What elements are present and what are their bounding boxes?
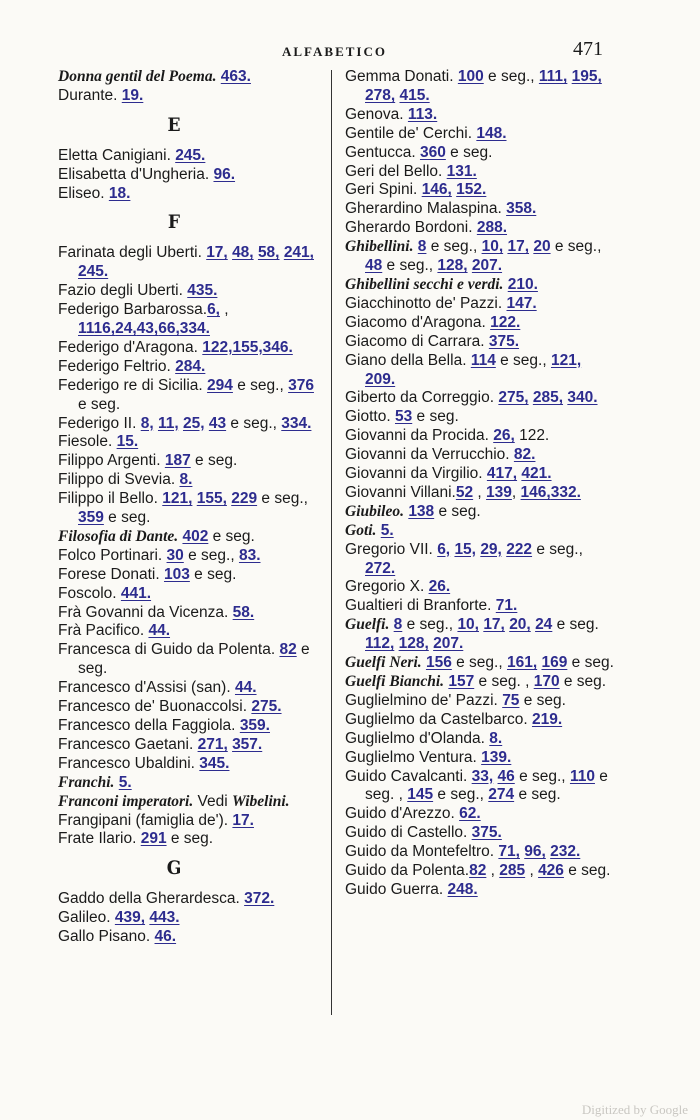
entry-name: Gentile de' Cerchi. (345, 124, 473, 142)
page-reference-link[interactable]: 17. (232, 811, 254, 829)
entry-name: Giovanni da Verrucchio. (345, 446, 510, 464)
running-head (0, 38, 700, 64)
index-entry: Ghibellini. 8 e seg., 10, 17, 20 e seg., 48 e seg., 128, 207. (345, 238, 602, 275)
index-entry: Giano della Bella. 114 e seg., 121, 209. (345, 351, 582, 388)
page-reference-link[interactable]: 48, (232, 244, 254, 262)
page-reference-link[interactable]: 187 (164, 452, 191, 470)
page-reference-link[interactable]: 278, (365, 86, 396, 104)
page-reference-link[interactable]: 82 (279, 641, 297, 659)
entry-name: Farinata degli Uberti. (58, 244, 202, 262)
entry-name: Guglielmo Ventura. (345, 748, 477, 766)
index-entry (345, 389, 615, 408)
page-reference-link[interactable]: 291 (140, 830, 167, 848)
index-entry (345, 730, 615, 749)
section-letter-heading: G (166, 857, 182, 880)
index-entry (345, 295, 615, 314)
page-reference-link[interactable]: 26. (428, 578, 451, 596)
page-reference-link[interactable]: 113. (407, 105, 438, 123)
page-reference-link[interactable]: 46 (497, 767, 515, 785)
entry-name: Donna gentil del Poema. (58, 68, 217, 85)
page-reference-link[interactable]: 402 (182, 527, 209, 545)
page-reference-link[interactable]: 58. (232, 603, 255, 621)
index-entry (345, 446, 615, 465)
page-reference-link[interactable]: 17, (507, 238, 530, 256)
column-divider (331, 70, 332, 1015)
page-reference-link[interactable]: 441. (120, 584, 152, 602)
entry-name: Franconi imperatori. (58, 792, 194, 810)
index-entry: Guelfi. 8 e seg., 10, 17, 20, 24 e seg. 112, 128, 207. (345, 616, 599, 653)
index-entry (345, 597, 615, 616)
page-reference-link[interactable]: 52 (455, 483, 474, 501)
index-entry (345, 106, 615, 125)
entry-name: Federigo Barbarossa. (58, 301, 208, 319)
entry-name: Gallo Pisano. (58, 928, 151, 946)
page-reference-link[interactable]: 210. (507, 275, 538, 293)
index-entry (58, 68, 320, 87)
page-reference-link[interactable]: 5. (380, 521, 394, 539)
page-reference-link[interactable]: 66, (158, 319, 180, 337)
entry-name: Geri Spini. (345, 181, 418, 199)
entry-name: Giubileo. (345, 502, 404, 520)
index-entry: Filosofia di Dante. 402 e seg. (58, 527, 255, 545)
entry-name: Giotto. (345, 408, 391, 426)
entry-name: Ghibellini. (345, 238, 414, 256)
page-reference-link[interactable]: 10, (457, 616, 479, 634)
entry-name: Fazio degli Uberti. (58, 282, 183, 300)
index-entry (345, 805, 615, 824)
index-entry (345, 276, 615, 295)
page-reference-link[interactable]: 139 (486, 483, 512, 501)
entry-name: Guido da Montefeltro. (345, 843, 495, 861)
index-entry (58, 774, 320, 793)
page-reference-link[interactable]: 82 (469, 862, 487, 880)
page-reference-link[interactable]: 103 (163, 565, 190, 583)
entry-name: Galileo. (58, 909, 111, 927)
page-reference-link[interactable]: 245. (175, 146, 206, 164)
page-reference-link[interactable]: 82. (513, 446, 536, 464)
page-reference-link[interactable]: 8 (417, 238, 427, 256)
page-reference-link[interactable]: 360 (419, 143, 446, 161)
page-reference-link[interactable]: 24, (115, 319, 137, 337)
page-reference-link[interactable]: 229 (231, 490, 258, 508)
page-reference-link[interactable]: 245. (78, 263, 109, 281)
page-reference-link[interactable]: 75 (502, 691, 520, 709)
index-entry (58, 185, 320, 204)
page-reference-link[interactable]: 17, (206, 244, 228, 262)
page-reference-link[interactable]: 58, (257, 244, 280, 262)
page-reference-link[interactable]: 17, (483, 616, 505, 634)
entry-name: Guelfi. (345, 616, 390, 634)
index-entry: Folco Portinari. 30 e seg., 83. (58, 546, 261, 564)
page-reference-link[interactable]: 359. (239, 717, 270, 734)
page-reference-link[interactable]: 121, (162, 490, 193, 508)
entry-name: Francesca di Guido da Polenta. (58, 641, 276, 659)
page-reference-link[interactable]: 345. (199, 754, 230, 772)
page-reference-link[interactable]: 15. (116, 433, 139, 451)
index-entry: Francesca di Guido da Polenta. 82 e seg. (58, 641, 310, 678)
index-entry (58, 890, 320, 909)
page-reference-link[interactable]: 169 (541, 654, 568, 672)
entry-name: Federigo re di Sicilia. (58, 376, 203, 394)
page-reference-link[interactable]: 275, (498, 389, 529, 407)
page-reference-link[interactable]: 24 (535, 616, 553, 634)
entry-name: Goti. (345, 521, 377, 539)
entry-name: Giovanni da Procida. (345, 427, 489, 445)
page-reference-link[interactable]: 271, (197, 735, 228, 753)
index-entry (345, 824, 615, 843)
entry-name: Guglielmino de' Pazzi. (345, 691, 498, 709)
page-reference-link[interactable]: 426 (538, 862, 564, 880)
entry-name: Guido d'Arezzo. (345, 805, 455, 823)
index-entry: Filippo il Bello. 121, 155, 229 e seg., 359 e seg. (58, 490, 308, 527)
entry-name: Guglielmo da Castelbarco. (345, 710, 528, 728)
page-reference-link[interactable]: 112, (365, 635, 395, 653)
page-reference-link[interactable]: 111, (538, 68, 568, 85)
index-entry (58, 604, 320, 623)
page-reference-link[interactable]: 122,155,346. (202, 338, 293, 356)
page-reference-link[interactable]: 195, (571, 68, 602, 85)
index-entry (58, 928, 320, 947)
page-reference-link[interactable]: 209. (365, 370, 396, 388)
page-reference-link[interactable]: 248. (447, 880, 478, 898)
page-reference-link[interactable]: 219. (531, 710, 563, 728)
index-entry (58, 471, 320, 490)
entry-name: Fiesole. (58, 433, 113, 451)
entry-name: Franchi. (58, 773, 115, 791)
page-reference-link[interactable]: 443. (149, 909, 180, 927)
page-reference-link[interactable]: 415. (399, 86, 430, 104)
index-entry: Gentucca. 360 e seg. (345, 143, 493, 161)
page-reference-link[interactable]: 62. (459, 805, 481, 823)
page-reference-link[interactable]: 421. (521, 465, 552, 483)
page-reference-link[interactable]: 241, (283, 244, 314, 262)
index-entry: Guglielmino de' Pazzi. 75 e seg. (345, 691, 566, 709)
page-reference-link[interactable]: 71, (498, 843, 520, 861)
entry-name: Giacomo di Carrara. (345, 332, 485, 350)
index-entry (58, 755, 320, 774)
index-entry (58, 717, 320, 736)
index-column-right (345, 68, 615, 900)
page-reference-link[interactable]: 20, (509, 616, 531, 634)
entry-name: Elisabetta d'Ungheria. (58, 165, 210, 183)
page-reference-link[interactable]: 272. (365, 559, 396, 577)
index-entry: Frate Ilario. 291 e seg. (58, 830, 214, 848)
page-reference-link[interactable]: 48 (365, 257, 383, 275)
index-column-left (58, 68, 320, 947)
page-reference-link[interactable]: 284. (175, 357, 206, 375)
page-reference-link[interactable]: 285, (532, 389, 564, 407)
entry-name: Geri del Bello. (345, 162, 443, 180)
entry-name: Federigo Feltrio. (58, 357, 171, 375)
entry-name: Filippo di Svevia. (58, 471, 176, 489)
entry-name: Gualtieri di Branforte. (345, 597, 492, 615)
index-entry (345, 711, 615, 730)
entry-name: Guido Cavalcanti. (345, 767, 468, 785)
index-entry: Federigo Barbarossa.6, , 1116,24,43,66,334. (58, 301, 229, 337)
index-entry (58, 736, 320, 755)
index-entry (58, 622, 320, 641)
entry-name: Eletta Canigiani. (58, 146, 171, 164)
entry-name: Giacchinotto de' Pazzi. (345, 294, 503, 312)
page-reference-link[interactable]: 285 (499, 862, 526, 880)
index-entry: Giovanni da Procida. 26, 122. (345, 427, 550, 445)
index-entry (345, 465, 615, 484)
page-reference-link[interactable]: 170 (533, 673, 560, 690)
page-reference-link[interactable]: 332. (550, 483, 581, 501)
index-entry (58, 244, 320, 282)
page-reference-link[interactable]: 20 (533, 238, 551, 256)
page-reference-link[interactable]: 33, (471, 767, 494, 785)
index-entry: Gemma Donati. 100 e seg., 111, 195, 278, 415. (345, 68, 602, 104)
entry-name: Ghibellini secchi e verdi. (345, 275, 504, 293)
page-reference-link[interactable]: 359 (78, 509, 104, 527)
page-reference-link[interactable]: 439, (114, 909, 146, 927)
page-reference-link[interactable]: 340. (567, 389, 598, 407)
page-reference-link[interactable]: 357. (232, 735, 263, 753)
page-reference-link[interactable]: 275. (251, 698, 282, 716)
page-reference-link[interactable]: 96, (524, 843, 546, 861)
index-entry: Federigo re di Sicilia. 294 e seg., 376 e seg. (58, 376, 314, 413)
page-reference-link[interactable]: 8. (489, 729, 503, 747)
entry-name: Filippo il Bello. (58, 490, 158, 508)
index-entry: Guido Cavalcanti. 33, 46 e seg., 110 e seg. , 145 e seg., 274 e seg. (345, 767, 608, 804)
index-entry: Giotto. 53 e seg. (345, 408, 459, 426)
page-reference-link[interactable]: 8 (393, 616, 403, 634)
index-entry (345, 125, 615, 144)
page-reference-link[interactable]: 8, (140, 414, 154, 432)
entry-name: Gregorio VII. (345, 540, 433, 558)
page-reference-link[interactable]: 131. (446, 162, 477, 180)
page-reference-link[interactable]: 138 (408, 502, 435, 520)
entry-name: Genova. (345, 105, 404, 123)
entry-name: Gentucca. (345, 143, 416, 161)
page-reference-link[interactable]: 6, (207, 301, 220, 319)
page-reference-link[interactable]: 358. (506, 200, 537, 218)
page-reference-link[interactable]: 232. (550, 843, 581, 861)
page-reference-link[interactable]: 5. (118, 773, 132, 791)
page-reference-link[interactable]: 146, (421, 181, 452, 199)
section-letter-heading: E (167, 113, 181, 136)
section-letter-heading: F (167, 211, 181, 234)
index-entry (58, 87, 320, 106)
page-reference-link[interactable]: 147. (506, 294, 537, 312)
index-entry: Federigo II. 8, 11, 25, 43 e seg., 334. (58, 414, 312, 432)
page-reference-link[interactable]: 161, (506, 654, 538, 672)
page-reference-link[interactable]: 207. (433, 635, 464, 653)
index-entry (345, 578, 615, 597)
page-reference-link[interactable]: 44. (234, 679, 257, 697)
index-entry (58, 812, 320, 831)
page-reference-link[interactable]: 148. (476, 124, 507, 142)
page-reference-link[interactable]: 435. (187, 282, 218, 300)
index-entry: Filippo Argenti. 187 e seg. (58, 452, 238, 470)
index-entry (345, 181, 615, 200)
page-reference-link[interactable]: 30 (166, 546, 184, 564)
page-reference-link[interactable]: 6, (437, 540, 451, 558)
page-reference-link[interactable]: 417, (486, 465, 518, 483)
index-entry (58, 282, 320, 301)
running-title: ALFABETICO (282, 44, 387, 59)
index-entry: Franconi imperatori. Vedi Wibelini. (58, 792, 290, 810)
page-reference-link[interactable]: 10, (481, 238, 504, 256)
index-entry (58, 166, 320, 185)
entry-name: Giacomo d'Aragona. (345, 313, 486, 331)
entry-name: Gaddo della Gherardesca. (58, 890, 240, 908)
page-reference-link[interactable]: 207. (471, 257, 503, 275)
page-reference-link[interactable]: 122. (490, 313, 521, 331)
index-entry (345, 163, 615, 182)
index-entry: Giubileo. 138 e seg. (345, 502, 481, 520)
page-reference-link[interactable]: 156 (425, 654, 452, 672)
entry-name: Giberto da Correggio. (345, 389, 495, 407)
entry-name: Francesco de' Buonaccolsi. (58, 698, 248, 716)
index-entry (345, 314, 615, 333)
page-reference-link[interactable]: 334. (179, 319, 210, 337)
entry-name: Federigo II. (58, 414, 137, 432)
page-reference-link[interactable]: 375. (488, 332, 520, 350)
page-reference-link[interactable]: 29, (480, 540, 502, 558)
page-reference-link[interactable]: 25, (182, 414, 205, 432)
index-entry (58, 147, 320, 166)
page-reference-link[interactable]: 53 (394, 408, 413, 426)
entry-name: Filippo Argenti. (58, 452, 161, 470)
cross-reference: Wibelini. (232, 792, 290, 810)
index-entry (345, 749, 615, 768)
index-entry (58, 909, 320, 928)
entry-name: Gregorio X. (345, 578, 425, 596)
index-entry (345, 200, 615, 219)
index-entry: Guelfi Neri. 156 e seg., 161, 169 e seg. (345, 654, 614, 672)
entry-name: Guelfi Bianchi. (345, 673, 445, 690)
index-entry (58, 698, 320, 717)
index-entry (58, 585, 320, 604)
index-entry (345, 881, 615, 900)
entry-name: Francesco della Faggiola. (58, 717, 236, 734)
page-reference-link[interactable]: 26, (493, 427, 515, 445)
page-reference-link[interactable]: 128, (398, 635, 429, 653)
page-reference-link[interactable]: 16, (93, 319, 116, 337)
index-entry: Forese Donati. 103 e seg. (58, 565, 237, 583)
entry-name: Giovanni Villani. (345, 483, 456, 501)
page-reference-link[interactable]: 15, (454, 540, 476, 558)
page-reference-link[interactable]: 100 (457, 68, 484, 85)
index-entry (58, 358, 320, 377)
entry-name: Francesco Ubaldini. (58, 754, 195, 772)
page-reference-link[interactable]: 96. (213, 165, 236, 183)
entry-name: Guelfi Neri. (345, 654, 422, 672)
index-entry: Giovanni Villani.52 , 139, 146,332. (345, 483, 581, 501)
entry-name: Gherardo Bordoni. (345, 219, 473, 237)
index-entry: Guelfi Bianchi. 157 e seg. , 170 e seg. (345, 673, 607, 690)
entry-name: Folco Portinari. (58, 546, 163, 564)
page-reference-link[interactable]: 46. (154, 928, 177, 946)
entry-name: Frà Pacifico. (58, 622, 145, 640)
page-reference-link[interactable]: 152. (456, 181, 487, 199)
page-reference-link[interactable]: 114 (470, 351, 496, 369)
page-reference-link[interactable]: 11 (78, 319, 94, 337)
page-reference-link[interactable]: 146, (520, 483, 551, 501)
page-reference-link[interactable]: 222 (506, 540, 533, 558)
index-entry (345, 219, 615, 238)
index-entry: Gregorio VII. 6, 15, 29, 222 e seg., 272. (345, 540, 583, 577)
page-reference-link[interactable]: 121, (550, 351, 582, 369)
page-reference-link[interactable]: 18. (108, 184, 131, 202)
page-reference-link[interactable]: 83. (238, 546, 261, 564)
page-reference-link[interactable]: 44. (148, 622, 171, 640)
page-reference-link[interactable]: 110 (569, 767, 595, 785)
entry-name: Frà Govanni da Vicenza. (58, 603, 229, 621)
entry-name: Frate Ilario. (58, 830, 137, 848)
page-reference-link[interactable]: 71. (495, 597, 518, 615)
page-number: 471 (573, 38, 603, 60)
page-reference-link[interactable]: 11, (157, 414, 179, 432)
entry-name: Guido Guerra. (345, 880, 444, 898)
entry-name: Guido da Polenta. (345, 862, 470, 880)
entry-name: Forese Donati. (58, 565, 160, 583)
entry-name: Guido di Castello. (345, 824, 468, 842)
entry-name: Frangipani (famiglia de'). (58, 811, 229, 829)
index-entry (345, 333, 615, 352)
entry-name: Eliseo. (58, 184, 105, 202)
index-entry (58, 339, 320, 358)
entry-name: Francesco d'Assisi (san). (58, 679, 231, 697)
entry-name: Foscolo. (58, 584, 117, 602)
page-reference-link[interactable]: 372. (244, 890, 275, 908)
entry-name: Francesco Gaetani. (58, 735, 194, 753)
page-reference-link[interactable]: 43, (136, 319, 159, 337)
index-entry (345, 522, 615, 541)
entry-name: Federigo d'Aragona. (58, 338, 198, 356)
page-reference-link[interactable]: 334. (281, 414, 312, 432)
page-reference-link[interactable]: 157 (448, 673, 475, 690)
index-entry (58, 679, 320, 698)
watermark: Digitized by Google (581, 1102, 688, 1117)
entry-name: Filosofia di Dante. (58, 527, 179, 545)
page-reference-link[interactable]: 463. (220, 68, 251, 85)
page-reference-link[interactable]: 288. (476, 219, 508, 237)
index-entry: Guido da Polenta.82 , 285 , 426 e seg. (345, 862, 611, 880)
entry-name: Gemma Donati. (345, 68, 454, 85)
page-reference-link[interactable]: 139. (481, 748, 512, 766)
page-reference-link[interactable]: 43 (208, 414, 227, 432)
page-reference-link[interactable]: 8. (179, 471, 193, 489)
page-reference-link[interactable]: 19. (121, 86, 144, 104)
page-reference-link[interactable]: 375. (471, 824, 502, 842)
index-entry (345, 843, 615, 862)
page-reference-link[interactable]: 274 (488, 786, 515, 804)
page-reference-link[interactable]: 155, (196, 490, 227, 508)
entry-name: Guglielmo d'Olanda. (345, 729, 485, 747)
entry-name: Durante. (58, 86, 118, 104)
entry-name: Giano della Bella. (345, 351, 467, 369)
index-entry (58, 433, 320, 452)
page-reference-link[interactable]: 294 (207, 376, 233, 394)
entry-name: Gherardino Malaspina. (345, 200, 502, 218)
page-reference-link[interactable]: 128, (437, 257, 468, 275)
page-reference-link[interactable]: 376 (288, 376, 314, 394)
entry-name: Giovanni da Virgilio. (345, 465, 483, 483)
page-reference-link[interactable]: 145 (407, 786, 434, 804)
